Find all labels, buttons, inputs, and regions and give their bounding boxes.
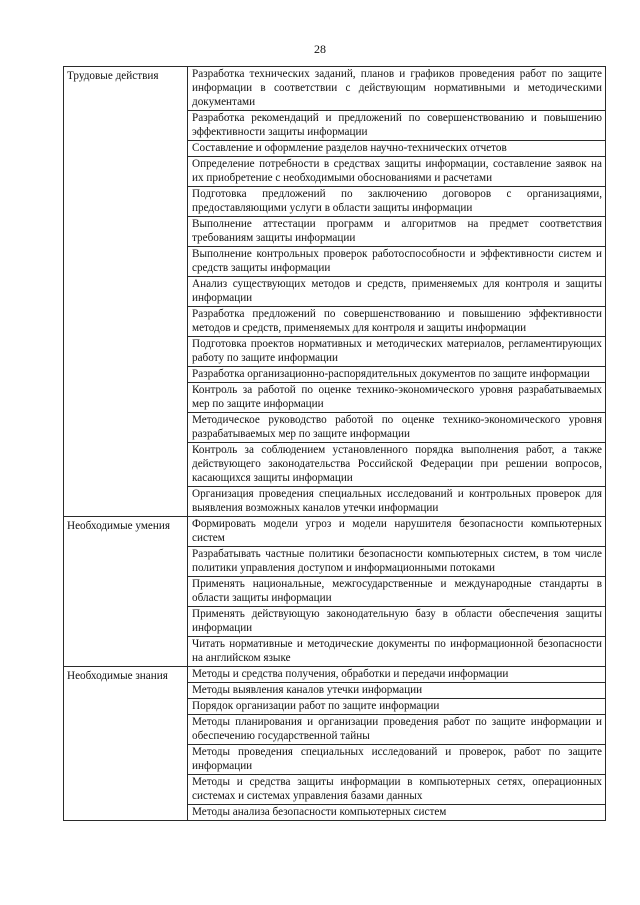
section-item: Разработка предложений по совершенствованию и повышению эффективности методов и средств, применяемых для контроля и защиты информации: [188, 307, 605, 337]
section-item: Подготовка предложений по заключению договоров с организациями, предоставляющими услуги в области защиты информации: [188, 187, 605, 217]
section-item: Применять действующую законодательную базу в области обеспечения защиты информации: [188, 607, 605, 637]
section-label: Необходимые умения: [64, 517, 188, 667]
section-item: Разработка организационно-распорядительных документов по защите информации: [188, 367, 605, 383]
section-item: Методы и средства защиты информации в компьютерных сетях, операционных системах и системах управления базами данных: [188, 775, 605, 805]
section-item: Составление и оформление разделов научно-технических отчетов: [188, 141, 605, 157]
section-label: Необходимые знания: [64, 667, 188, 821]
competency-table-body: [64, 67, 606, 821]
section-item: Порядок организации работ по защите информации: [188, 699, 605, 715]
section-item: Методическое руководство работой по оценке технико-экономического уровня разрабатываемых мер по защите информации: [188, 413, 605, 443]
section-item: Подготовка проектов нормативных и методических материалов, регламентирующих работу по защите информации: [188, 337, 605, 367]
section-row: [64, 67, 606, 517]
section-row: [64, 517, 606, 667]
section-item: Читать нормативные и методические документы по информационной безопасности на английском языке: [192, 638, 602, 664]
section-item: Анализ существующих методов и средств, применяемых для контроля и защиты информации: [188, 277, 605, 307]
section-item: Формировать модели угроз и модели нарушителя безопасности компьютерных систем: [188, 517, 605, 547]
section-item: Методы анализа безопасности компьютерных систем: [192, 806, 447, 818]
section-item: Методы проведения специальных исследований и проверок, работ по защите информации: [188, 745, 605, 775]
section-item: Разработка технических заданий, планов и графиков проведения работ по защите информации в соответствии с действующим нормативными и методическими документами: [188, 67, 605, 111]
section-item: Методы и средства получения, обработки и передачи информации: [188, 667, 605, 683]
section-item: Контроль за работой по оценке технико-экономического уровня разрабатываемых мер по защите информации: [188, 383, 605, 413]
section-items: [188, 517, 606, 667]
section-item: Выполнение аттестации программ и алгоритмов на предмет соответствия требованиям защиты информации: [188, 217, 605, 247]
section-item: Контроль за соблюдением установленного порядка выполнения работ, а также действующего законодательства Российской Федерации при решении вопросов, касающихся защиты информации: [188, 443, 605, 487]
section-item: Организация проведения специальных исследований и контрольных проверок для выявления возможных каналов утечки информации: [192, 488, 602, 514]
section-label: Трудовые действия: [64, 67, 188, 517]
section-item: Методы планирования и организации проведения работ по защите информации и обеспечению государственной тайны: [188, 715, 605, 745]
page-number: 28: [314, 42, 326, 56]
section-item: Выполнение контрольных проверок работоспособности и эффективности систем и средств защиты информации: [188, 247, 605, 277]
section-item: Определение потребности в средствах защиты информации, составление заявок на их приобретение с необходимыми обоснованиями и расчетами: [188, 157, 605, 187]
section-items: [188, 667, 606, 821]
section-item: Методы выявления каналов утечки информации: [188, 683, 605, 699]
competency-table: [63, 66, 606, 821]
section-item: Разработка рекомендаций и предложений по совершенствованию и повышению эффективности защиты информации: [188, 111, 605, 141]
section-row: [64, 667, 606, 821]
section-item: Разрабатывать частные политики безопасности компьютерных систем, в том числе политики управления доступом и информационными потоками: [188, 547, 605, 577]
section-items: [188, 67, 606, 517]
section-item: Применять национальные, межгосударственные и международные стандарты в области защиты информации: [188, 577, 605, 607]
